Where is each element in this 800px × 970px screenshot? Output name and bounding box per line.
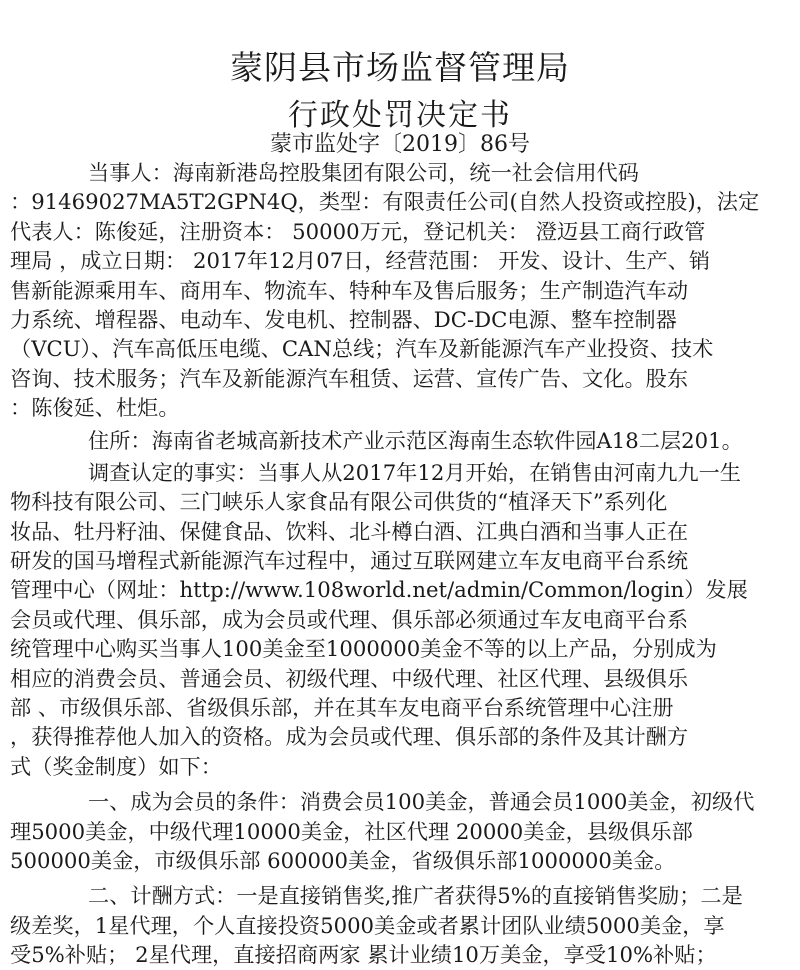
text-line: ：陈俊延、杜炬。: [10, 395, 180, 421]
paragraph-compensation: [10, 881, 758, 969]
text-line: 咨询、技术服务；汽车及新能源汽车租赁、运营、宣传广告、文化。股东: [10, 365, 689, 391]
text-line: 受5%补贴； 2星代理，直接招商两家 累计业绩10万美金，享受10%补贴；: [10, 942, 717, 968]
text-line: 一、成为会员的条件：消费会员100美金，普通会员1000美金，初级代: [88, 789, 755, 815]
text-line: 妆品、牡丹籽油、保健食品、饮料、北斗樽白酒、江典白酒和当事人正在: [10, 518, 689, 544]
text-line: 会员或代理、俱乐部，成为会员或代理、俱乐部必须通过车友电商平台系: [10, 606, 689, 632]
text-line: 统管理中心购买当事人100美金至1000000美金不等的以上产品，分别成为: [10, 636, 717, 662]
paragraph-party-info: [10, 158, 758, 423]
text-line: 管理中心（网址：http://www.108world.net/admin/Common/login）发展: [10, 577, 748, 603]
text-line: 理5000美金，中级代理10000美金，社区代理 20000美金，县级俱乐部: [10, 818, 693, 844]
text-line: 级差奖，1星代理，个人直接投资5000美金或者累计团队业绩5000美金，享: [10, 912, 725, 938]
text-line: 部 、市级俱乐部、省级俱乐部，并在其车友电商平台系统管理中心注册: [10, 695, 674, 721]
text-line: 500000美金，市级俱乐部 600000美金，省级俱乐部1000000美金。: [10, 847, 676, 873]
document-number: 蒙市监处字〔2019〕86号: [270, 132, 530, 157]
text-line: ：91469027MA5T2GPN4Q，类型：有限责任公司(自然人投资或控股)，法定: [10, 189, 760, 215]
text-line: 二、计酬方式：一是直接销售奖,推广者获得5%的直接销售奖励；二是: [88, 883, 743, 909]
text-line: 调查认定的事实：当事人从2017年12月开始，在销售由河南九九一生: [88, 459, 741, 485]
text-line: 力系统、增程器、电动车、发电机、控制器、DC-DC电源、整车控制器: [10, 306, 677, 332]
text-line: 售新能源乘用车、商用车、物流车、特种车及售后服务；生产制造汽车动: [10, 277, 689, 303]
document-body: [10, 158, 758, 970]
paragraph-address: [10, 426, 758, 455]
text-line: 代表人：陈俊延，注册资本： 50000万元，登记机关： 澄迈县工商行政管: [10, 218, 706, 244]
document-title-agency: 蒙阴县市场监督管理局: [230, 48, 570, 87]
document-title-type: 行政处罚决定书: [288, 98, 512, 133]
text-line: 式（奖金制度）如下：: [10, 753, 222, 779]
text-line: 当事人：海南新港岛控股集团有限公司，统一社会信用代码: [88, 160, 639, 185]
text-line: 理局 ，成立日期： 2017年12月07日，经营范围： 开发、设计、生产、销: [10, 248, 711, 274]
text-line: 物科技有限公司、三门峡乐人家食品有限公司供货的“植泽天下”系列化: [10, 489, 668, 515]
paragraph-member-conditions: [10, 787, 758, 875]
text-line: 研发的国马增程式新能源汽车过程中，通过互联网建立车友电商平台系统: [10, 548, 689, 574]
text-line: （VCU）、汽车高低压电缆、CAN总线；汽车及新能源汽车产业投资、技术: [10, 336, 714, 362]
text-line: ，获得推荐他人加入的资格。成为会员或代理、俱乐部的条件及其计酬方: [10, 724, 689, 750]
text-line: 住所：海南省老城高新技术产业示范区海南生态软件园A18二层201。: [88, 427, 743, 453]
paragraph-facts: [10, 458, 758, 781]
text-line: 相应的消费会员、普通会员、初级代理、中级代理、社区代理、县级俱乐: [10, 665, 689, 691]
